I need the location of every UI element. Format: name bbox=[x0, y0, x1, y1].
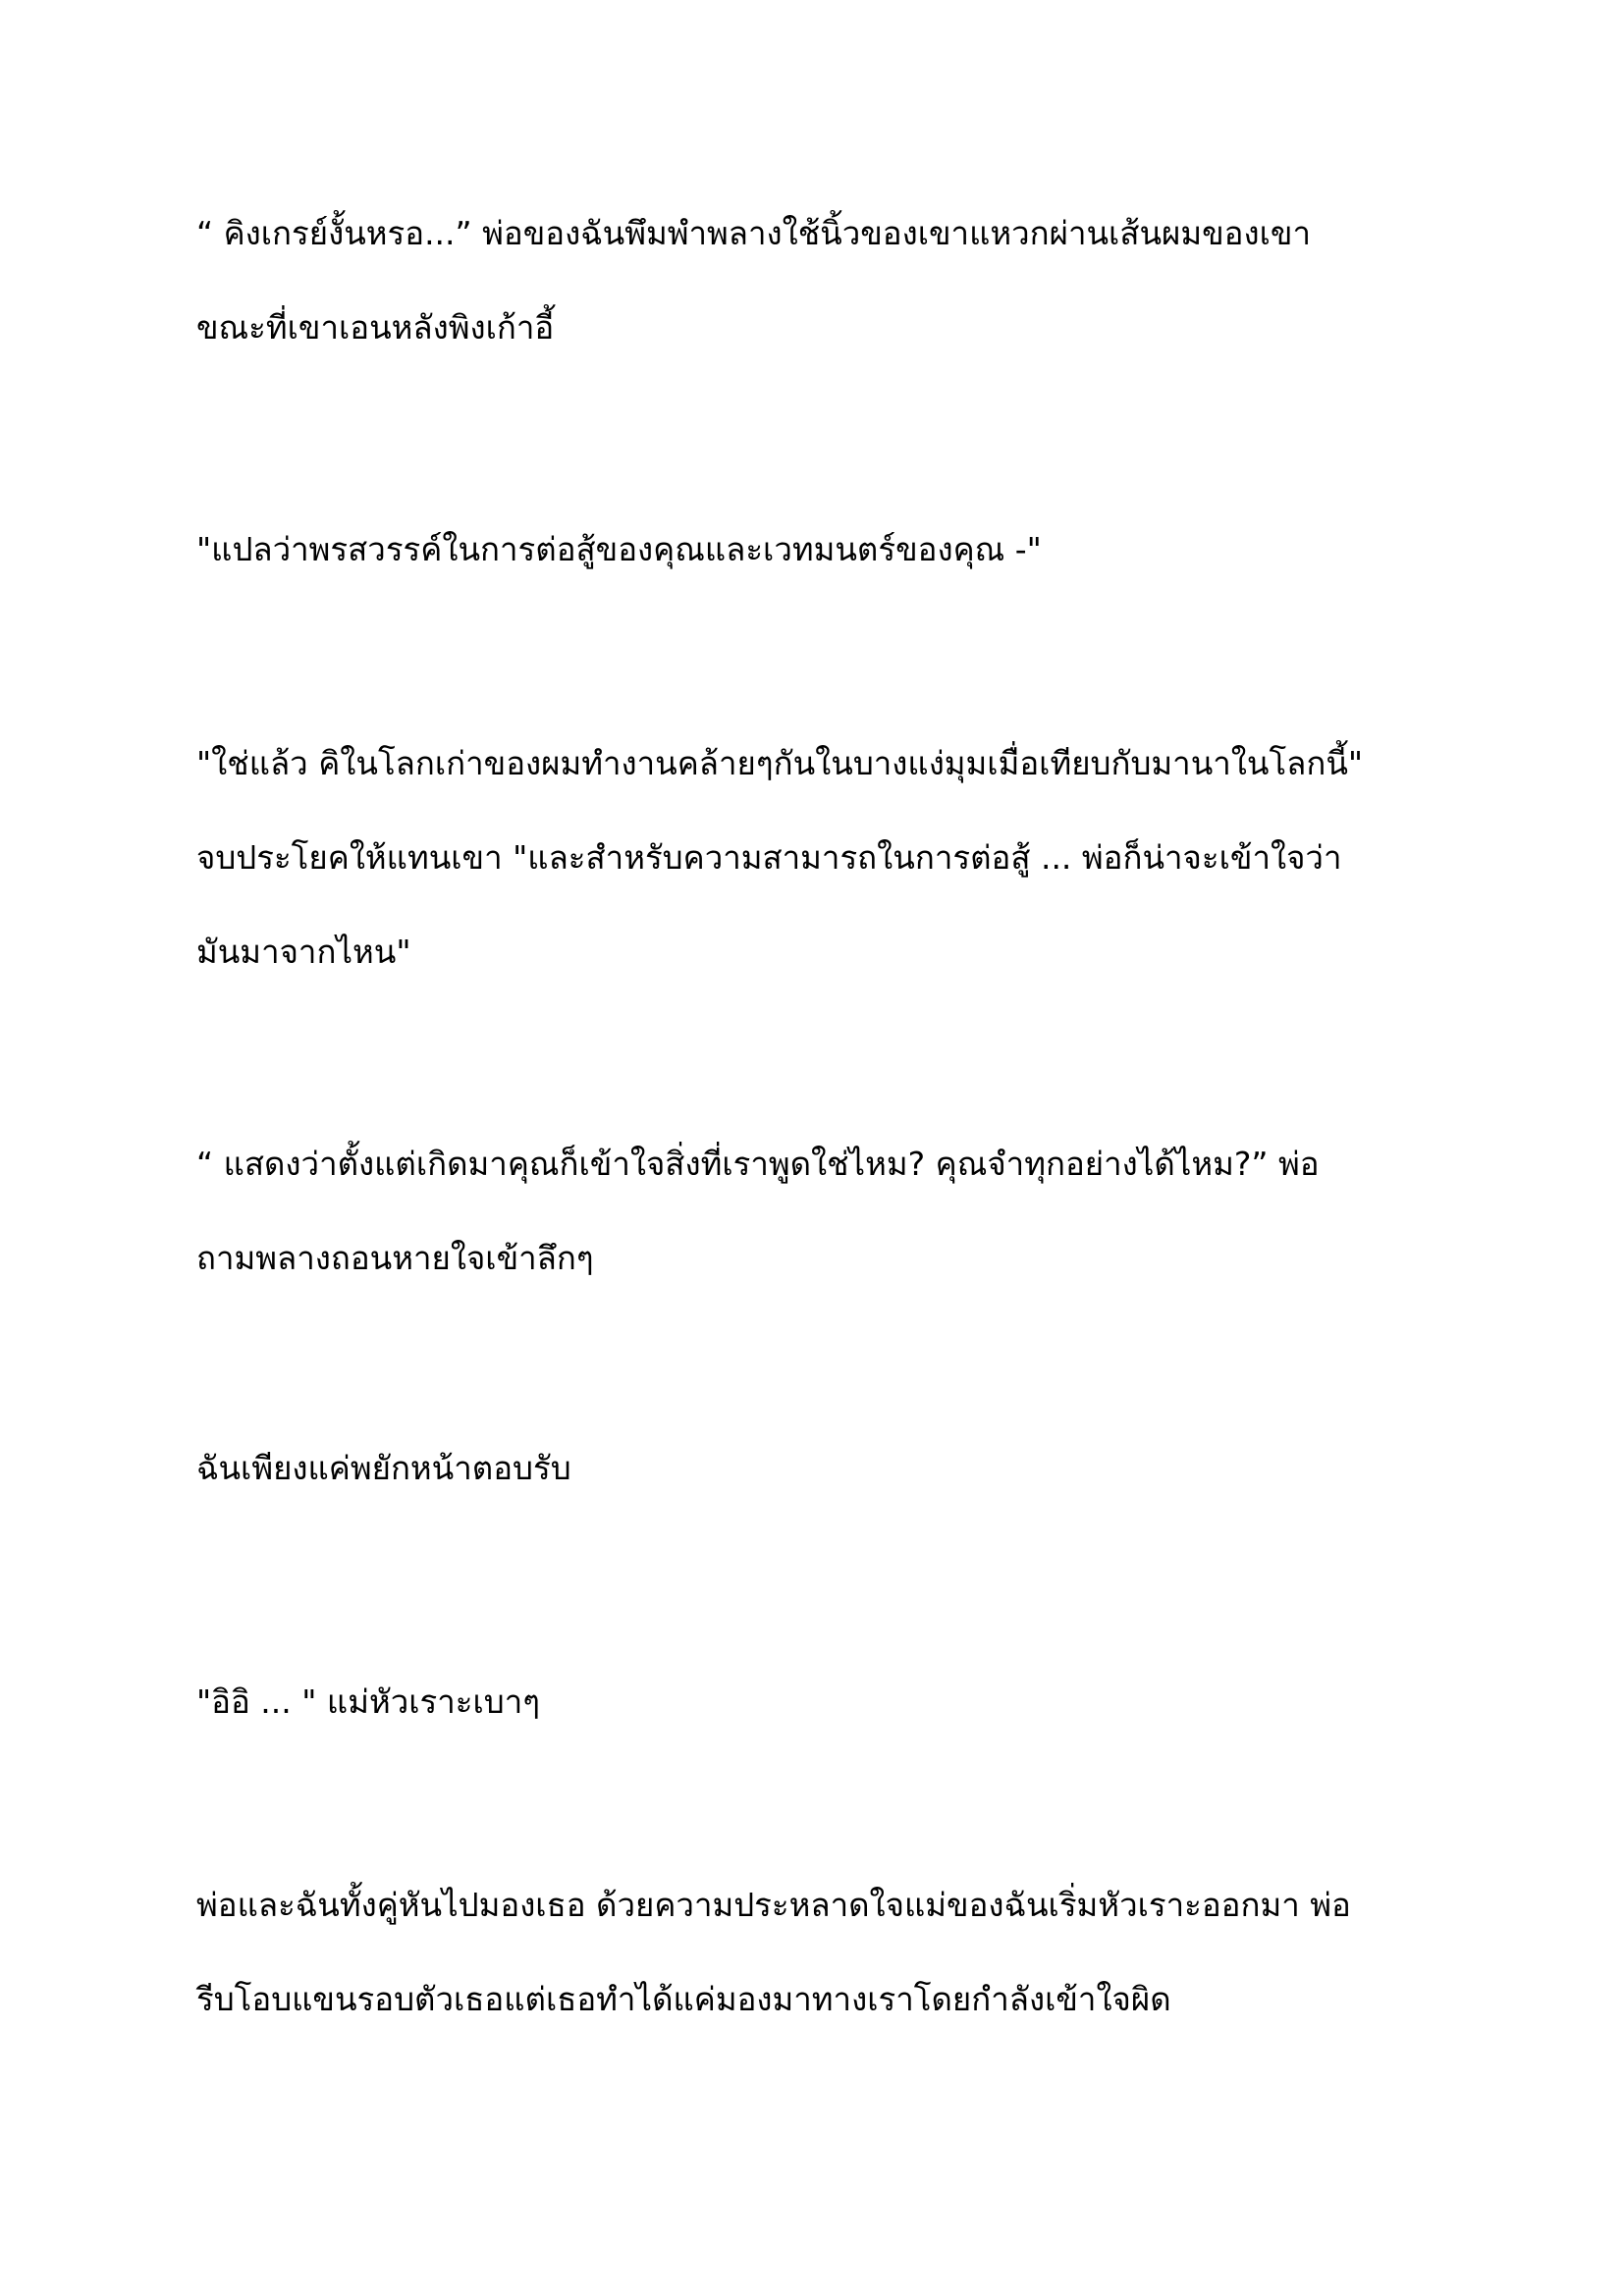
paragraph-line: “ แสดงว่าตั้งแต่เกิดมาคุณก็เข้าใจสิ่งที่เราพูดใช่ไหม? คุณจำทุกอย่างได้ไหม?” พ่อ bbox=[196, 1145, 1320, 1183]
paragraph-line: พ่อและฉันทั้งคู่หันไปมองเธอ ด้วยความประหลาดใจแม่ของฉันเริ่มหัวเราะออกมา พ่อ bbox=[196, 1886, 1351, 1924]
paragraph-2 bbox=[196, 503, 1443, 597]
paragraph-line: "ใช่แล้ว คิในโลกเก่าของผมทำงานคล้ายๆกันในบางแง่มุมเมื่อเทียบกับมานาในโลกนี้" bbox=[196, 744, 1364, 782]
paragraph-line: รีบโอบแขนรอบตัวเธอแต่เธอทำได้แค่มองมาทางเราโดยกำลังเข้าใจผิด bbox=[196, 1980, 1171, 2018]
paragraph-line: ถามพลางถอนหายใจเข้าลึกๆ bbox=[196, 1239, 594, 1277]
paragraph-line: ฉันเพียงแค่พยักหน้าตอบรับ bbox=[196, 1449, 571, 1487]
paragraph-6 bbox=[196, 1655, 1443, 1749]
paragraph-1 bbox=[196, 187, 1443, 375]
paragraph-line: จบประโยคให้แทนเขา "และสำหรับความสามารถในการต่อสู้ ... พ่อก็น่าจะเข้าใจว่า bbox=[196, 838, 1342, 877]
paragraph-3 bbox=[196, 717, 1443, 999]
paragraph-line: "อิอิ ... " แม่หัวเราะเบาๆ bbox=[196, 1682, 540, 1721]
paragraph-line: “ คิงเกรย์งั้นหรอ...” พ่อของฉันพึมพำพลางใช้นิ้วของเขาแหวกผ่านเส้นผมของเขา bbox=[196, 214, 1311, 252]
paragraph-line: ขณะที่เขาเอนหลังพิงเก้าอี้ bbox=[196, 308, 555, 347]
paragraph-line: มันมาจากไหน" bbox=[196, 933, 411, 971]
paragraph-5 bbox=[196, 1421, 1443, 1516]
paragraph-7 bbox=[196, 1858, 1443, 2047]
paragraph-line: "แปลว่าพรสวรรค์ในการต่อสู้ของคุณและเวทมนตร์ของคุณ -" bbox=[196, 530, 1042, 568]
paragraph-4 bbox=[196, 1117, 1443, 1306]
